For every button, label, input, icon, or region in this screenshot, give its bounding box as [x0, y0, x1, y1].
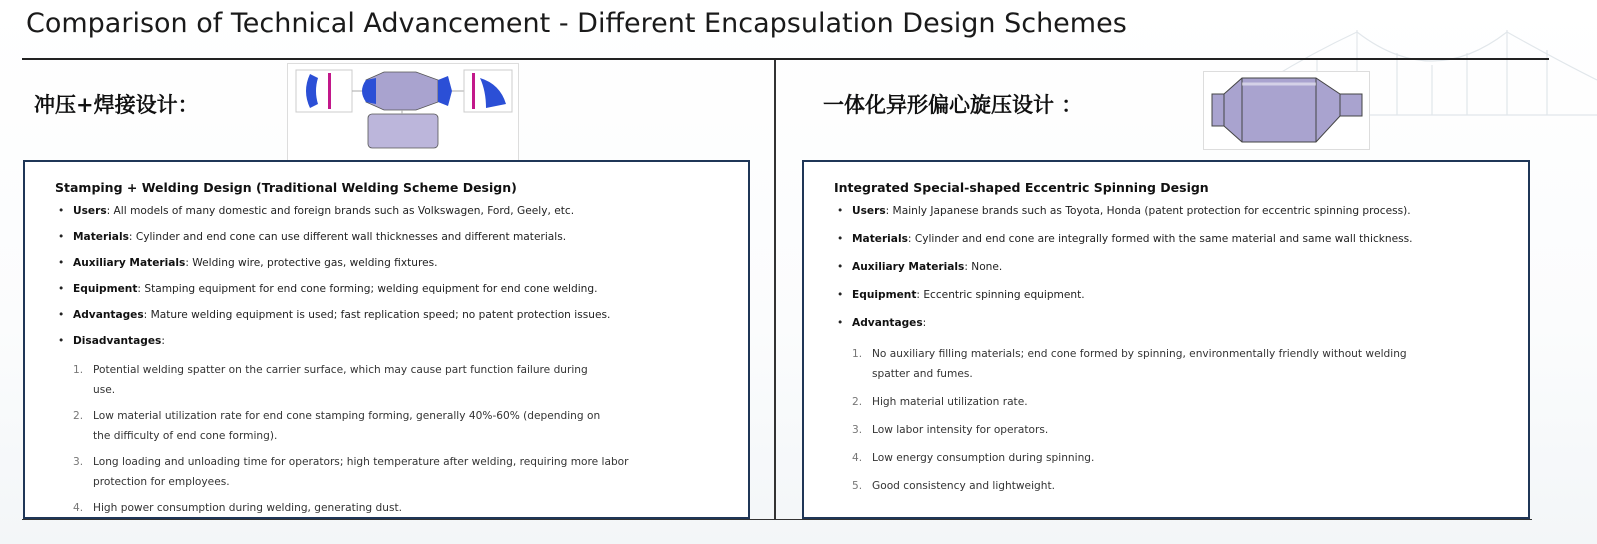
column-divider — [774, 60, 776, 520]
bullet-disadvantages: • Disadvantages: — [55, 334, 748, 349]
numbered-item: 4. Low energy consumption during spinning. — [852, 452, 1095, 464]
stamping-welding-panel — [23, 160, 750, 519]
stamping-welding-diagram — [287, 63, 519, 161]
numbered-item: 2. High material utilization rate. — [852, 396, 1028, 408]
bullet-equipment: • Equipment: Eccentric spinning equipment. — [834, 288, 1528, 303]
spinning-part-diagram — [1203, 71, 1370, 150]
left-heading: 冲压+焊接设计： — [34, 92, 199, 117]
panel-title: Stamping + Welding Design (Traditional Welding Scheme Design) — [55, 180, 517, 195]
eccentric-spinning-panel — [802, 160, 1530, 519]
bullet-advantages: • Advantages: — [834, 316, 1528, 331]
bullet-users: • Users: Mainly Japanese brands such as Toyota, Honda (patent protection for eccentric spinning process). — [834, 204, 1528, 219]
numbered-item: 4. High power consumption during welding, generating dust. — [73, 502, 402, 514]
numbered-item: 1. No auxiliary filling materials; end cone formed by spinning, environmentally friendly without welding spatter and fumes. — [852, 348, 1407, 380]
bullet-auxiliary-materials: • Auxiliary Materials: None. — [834, 260, 1528, 275]
panel-title: Integrated Special-shaped Eccentric Spinning Design — [834, 180, 1209, 195]
page-title: Comparison of Technical Advancement - Different Encapsulation Design Schemes — [26, 8, 1127, 39]
numbered-item: 5. Good consistency and lightweight. — [852, 480, 1055, 492]
bottom-rule — [22, 519, 1532, 520]
bullet-users: • Users: All models of many domestic and foreign brands such as Volkswagen, Ford, Geely, etc. — [55, 204, 748, 219]
numbered-item: 1. Potential welding spatter on the carrier surface, which may cause part function failure during use. — [73, 364, 588, 396]
bullet-materials: • Materials: Cylinder and end cone can use different wall thicknesses and different materials. — [55, 230, 748, 245]
bullet-materials: • Materials: Cylinder and end cone are integrally formed with the same material and same wall thickness. — [834, 232, 1528, 247]
numbered-item: 3. Low labor intensity for operators. — [852, 424, 1049, 436]
bullet-advantages: • Advantages: Mature welding equipment is used; fast replication speed; no patent protection issues. — [55, 308, 748, 323]
right-heading: 一体化异形偏心旋压设计 ： — [823, 92, 1083, 117]
numbered-item: 3. Long loading and unloading time for operators; high temperature after welding, requiring more labor protection for employees. — [73, 456, 629, 488]
title-rule — [22, 58, 1549, 60]
bullet-equipment: • Equipment: Stamping equipment for end cone forming; welding equipment for end cone welding. — [55, 282, 748, 297]
numbered-item: 2. Low material utilization rate for end cone stamping forming, generally 40%-60% (depending on the difficulty of end cone forming). — [73, 410, 601, 442]
bullet-auxiliary-materials: • Auxiliary Materials: Welding wire, protective gas, welding fixtures. — [55, 256, 748, 271]
